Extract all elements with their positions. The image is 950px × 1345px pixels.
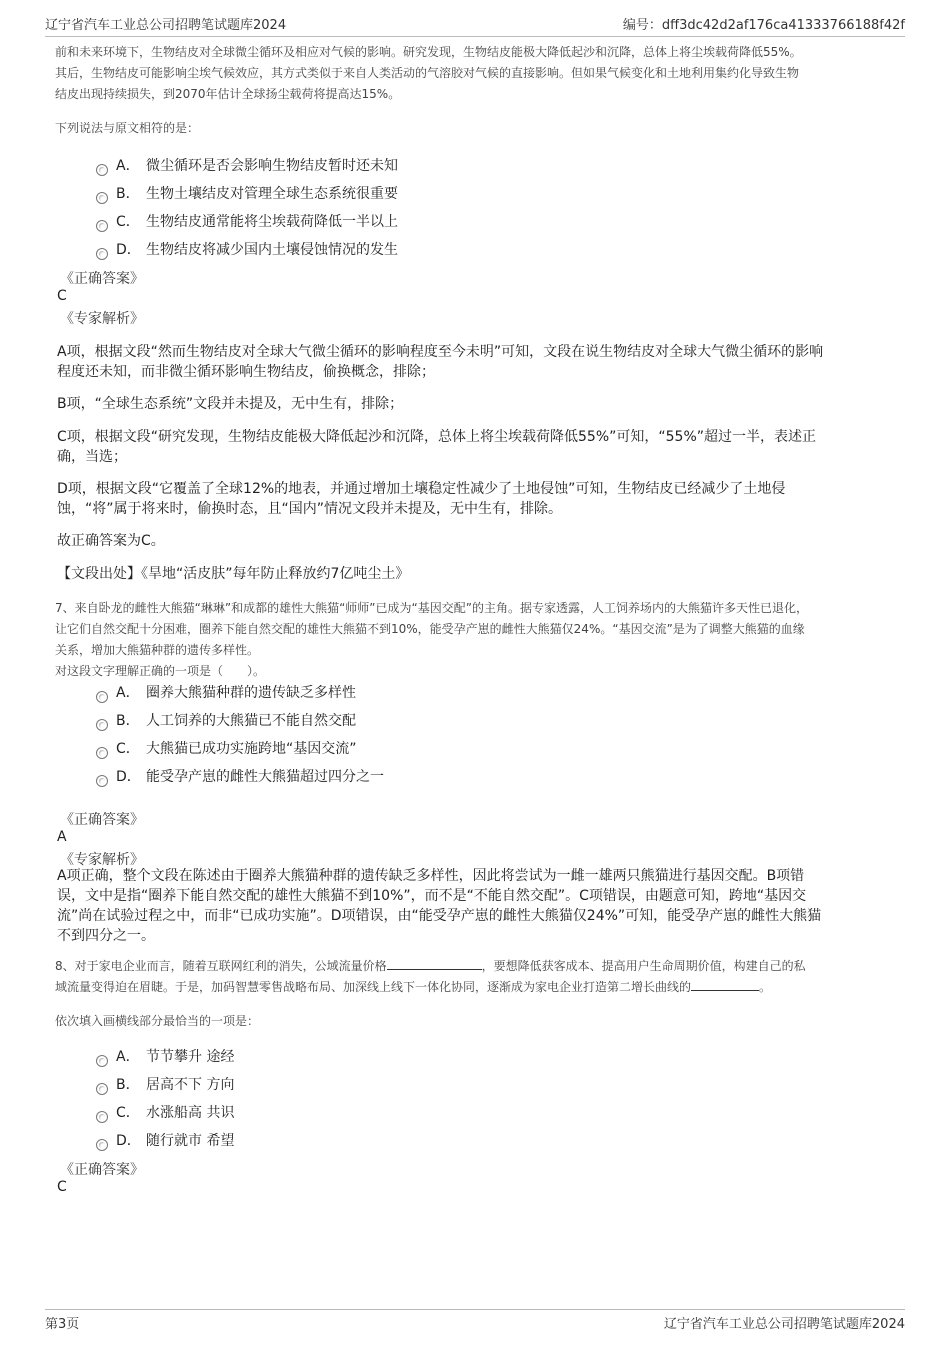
q7-option-a[interactable] [96, 682, 356, 704]
option-text: 微尘循环是否会影响生物结皮暂时还未知 [146, 158, 398, 174]
analysis-line: A项，根据文段“然而生物结皮对全球大气微尘循环的影响程度至今未明”可知，文段在说生物结皮对全球大气微尘循环的影响 [57, 344, 824, 360]
q6-answer: C [57, 288, 67, 304]
q6-option-a[interactable] [96, 155, 398, 177]
q7-answer: A [57, 829, 67, 845]
analysis-line: B项，“全球生态系统”文段并未提及，无中生有，排除； [57, 396, 404, 412]
analysis-line: 程度还未知，而非微尘循环影响生物结皮，偷换概念，排除； [57, 364, 435, 380]
stem-text: 域流量变得迫在眉睫。于是，加码智慧零售战略布局、加深线上线下一体化协同，逐渐成为家电企业打造第二增长曲线的 [55, 980, 692, 994]
option-letter: B． [116, 1077, 140, 1093]
option-text: 生物结皮将减少国内土壤侵蚀情况的发生 [146, 242, 398, 258]
radio-icon[interactable] [96, 747, 108, 759]
analysis-line: A项正确，整个文段在陈述由于圈养大熊猫种群的遗传缺乏多样性，因此将尝试为一雌一雄两只熊猫进行基因交配。B项错 [57, 868, 805, 884]
q8-stem [55, 956, 900, 998]
q6-analysis-c [57, 427, 902, 467]
footer-title: 辽宁省汽车工业总公司招聘笔试题库2024 [663, 1317, 905, 1332]
option-text: 居高不下 方向 [146, 1077, 235, 1093]
option-letter: B． [116, 713, 140, 729]
radio-icon[interactable] [96, 691, 108, 703]
option-text: 圈养大熊猫种群的遗传缺乏多样性 [146, 685, 356, 701]
radio-icon[interactable] [96, 220, 108, 232]
option-text: 大熊猫已成功实施跨地“基因交流” [146, 741, 357, 757]
stem-text: 。 [759, 980, 772, 994]
radio-icon[interactable] [96, 1083, 108, 1095]
q7-stem [55, 598, 900, 682]
radio-icon[interactable] [96, 248, 108, 260]
q7-analysis [57, 866, 902, 946]
analysis-line: 不到四分之一。 [57, 928, 155, 944]
stem-line: 对这段文字理解正确的一项是（ ）。 [55, 664, 266, 678]
q8-option-a[interactable] [96, 1046, 234, 1068]
stem-line: 7、来自卧龙的雌性大熊猫“琳琳”和成都的雄性大熊猫“师师”已成为“基因交配”的主角。据专家透露，人工饲养场内的大熊猫许多天性已退化， [55, 601, 808, 615]
q6-conclusion [57, 531, 902, 551]
q8-answer-label: 《正确答案》 [60, 1162, 144, 1178]
q6-source [57, 564, 902, 584]
footer-divider [45, 1309, 905, 1310]
q8-option-b[interactable] [96, 1074, 234, 1096]
option-text: 能受孕产崽的雌性大熊猫超过四分之一 [146, 769, 384, 785]
q6-analysis-d [57, 479, 902, 519]
page-header [45, 14, 905, 34]
option-text: 生物结皮通常能将尘埃载荷降低一半以上 [146, 214, 398, 230]
q7-option-d[interactable] [96, 766, 384, 788]
analysis-line: 蚀，“将”属于将来时，偷换时态，且“国内”情况文段并未提及，无中生有，排除。 [57, 501, 563, 517]
option-text: 生物土壤结皮对管理全球生态系统很重要 [146, 186, 398, 202]
option-letter: C． [116, 1105, 140, 1121]
q7-analysis-label: 《专家解析》 [60, 852, 144, 868]
analysis-line: 确，当选； [57, 449, 127, 465]
stem-line: 让它们自然交配十分困难，圈养下能自然交配的雄性大熊猫不到10%，能受孕产崽的雌性大熊猫仅24%。“基因交流”是为了调整大熊猫的血缘 [55, 622, 805, 636]
option-letter: A． [116, 685, 140, 701]
q8-option-c[interactable] [96, 1102, 234, 1124]
q6-analysis-label: 《专家解析》 [60, 311, 144, 327]
option-letter: A． [116, 158, 140, 174]
header-doc-id: 编号：dff3dc42d2af176ca41333766188f42f [622, 18, 905, 33]
page-number: 第3页 [45, 1317, 80, 1332]
passage-line: 其后，生物结皮可能影响尘埃气候效应，其方式类似于来自人类活动的气溶胶对气候的直接影响。但如果气候变化和土地利用集约化导致生物 [55, 66, 800, 80]
option-letter: D． [116, 242, 141, 258]
option-text: 人工饲养的大熊猫已不能自然交配 [146, 713, 356, 729]
q6-prompt: 下列说法与原文相符的是： [55, 121, 200, 135]
radio-icon[interactable] [96, 1055, 108, 1067]
option-letter: D． [116, 1133, 141, 1149]
analysis-line: D项，根据文段“它覆盖了全球12%的地表，并通过增加土壤稳定性减少了土地侵蚀”可知，生物结皮已经减少了土地侵 [57, 481, 786, 497]
stem-text: 8、对于家电企业而言，随着互联网红利的消失，公域流量价格 [55, 959, 387, 973]
blank-1 [387, 957, 482, 970]
option-text: 随行就市 希望 [146, 1133, 235, 1149]
q6-option-b[interactable] [96, 183, 398, 205]
q6-passage [55, 42, 900, 105]
q6-option-d[interactable] [96, 239, 398, 261]
header-title: 辽宁省汽车工业总公司招聘笔试题库2024 [45, 18, 287, 33]
q6-analysis-a [57, 342, 902, 382]
stem-line [55, 977, 900, 998]
option-letter: C． [116, 214, 140, 230]
option-text: 水涨船高 共识 [146, 1105, 235, 1121]
stem-text: ，要想降低获客成本、提高用户生命周期价值，构建自己的私 [481, 959, 806, 973]
analysis-line: 【文段出处】《旱地“活皮肤”每年防止释放约7亿吨尘土》 [57, 566, 410, 582]
q6-analysis-b [57, 394, 902, 414]
analysis-line: 误，文中是指“圈养下能自然交配的雄性大熊猫不到10%”，而不是“不能自然交配”。C项错误，由题意可知，跨地“基因交 [57, 888, 807, 904]
header-divider [45, 36, 905, 37]
radio-icon[interactable] [96, 775, 108, 787]
stem-line [55, 956, 900, 977]
passage-line: 前和未来环境下，生物结皮对全球微尘循环及相应对气候的影响。研究发现，生物结皮能极大降低起沙和沉降，总体上将尘埃载荷降低55%。 [55, 45, 802, 59]
q8-answer: C [57, 1179, 67, 1195]
radio-icon[interactable] [96, 719, 108, 731]
q7-answer-label: 《正确答案》 [60, 812, 144, 828]
analysis-line: C项，根据文段“研究发现，生物结皮能极大降低起沙和沉降，总体上将尘埃载荷降低55%”可知，“55%”超过一半，表述正 [57, 429, 817, 445]
q6-answer-label: 《正确答案》 [60, 271, 144, 287]
passage-line: 结皮出现持续损失，到2070年估计全球扬尘载荷将提高达15%。 [55, 87, 401, 101]
q7-option-c[interactable] [96, 738, 357, 760]
option-letter: A． [116, 1049, 140, 1065]
option-letter: C． [116, 741, 140, 757]
q8-option-d[interactable] [96, 1130, 234, 1152]
radio-icon[interactable] [96, 1139, 108, 1151]
analysis-line: 故正确答案为C。 [57, 533, 165, 549]
blank-2 [691, 978, 759, 991]
q6-option-c[interactable] [96, 211, 398, 233]
radio-icon[interactable] [96, 192, 108, 204]
option-letter: D． [116, 769, 141, 785]
q7-option-b[interactable] [96, 710, 356, 732]
stem-line: 关系，增加大熊猫种群的遗传多样性。 [55, 643, 260, 657]
analysis-line: 流”尚在试验过程之中，而非“已成功实施”。D项错误，由“能受孕产崽的雌性大熊猫仅24%”可知，能受孕产崽的雌性大熊猫 [57, 908, 822, 924]
radio-icon[interactable] [96, 1111, 108, 1123]
option-text: 节节攀升 途经 [146, 1049, 235, 1065]
radio-icon[interactable] [96, 164, 108, 176]
option-letter: B． [116, 186, 140, 202]
q8-prompt: 依次填入画横线部分最恰当的一项是： [55, 1014, 260, 1028]
